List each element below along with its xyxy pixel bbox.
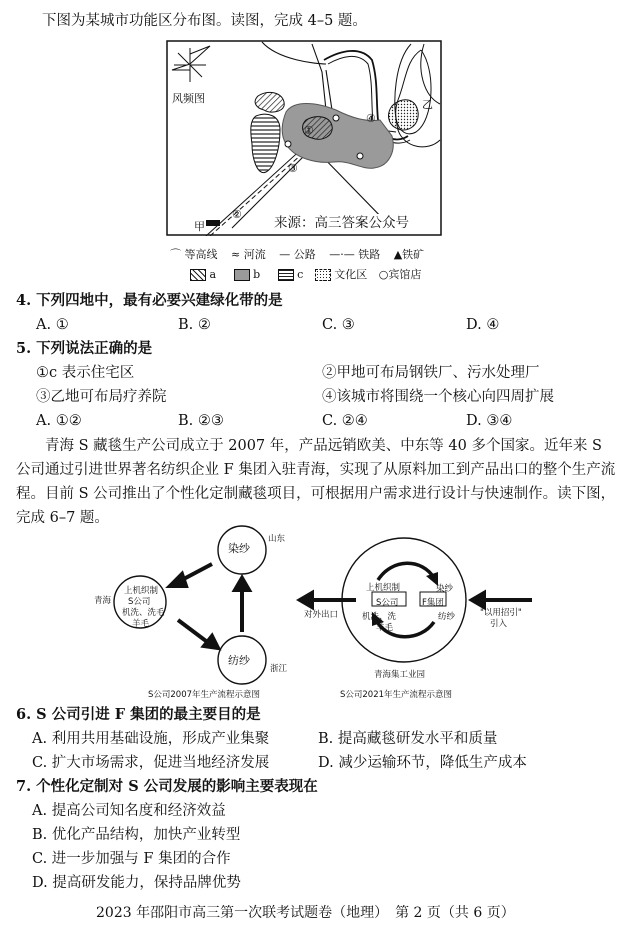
q6-option-d: D. 减少运输环节，降低生产成本 — [318, 755, 527, 771]
rail-legend-icon: —·— — [329, 248, 355, 261]
q5-option-d: D. ③④ — [466, 413, 513, 429]
legend-river: 河流 — [243, 248, 266, 261]
flow2021-export: 对外出口 — [304, 610, 339, 620]
map-label-yi: 乙 — [422, 98, 433, 111]
contour-legend-icon: ⌒ — [170, 248, 181, 261]
flow2007-center-0: 上机织制 — [124, 586, 159, 596]
flow2021-s-company: S公司 — [376, 598, 399, 608]
legend-row-1 — [170, 246, 424, 264]
flow2007-spin: 纺纱 — [228, 654, 250, 667]
map-source: 来源：高三答案公众号 — [274, 215, 409, 231]
q5-statement-1: ①c 表示住宅区 — [36, 365, 135, 381]
wind-label: 风频图 — [172, 92, 205, 105]
legend-c-swatch — [278, 269, 294, 281]
legend-c: c — [297, 268, 304, 281]
q7-option-d: D. 提高研发能力，保持品牌优势 — [32, 875, 241, 891]
flow-2007-diagram — [94, 520, 304, 700]
q7-option-b: B. 优化产品结构，加快产业转型 — [32, 827, 241, 843]
flow2021-f-group: F集团 — [422, 598, 444, 608]
passage-q67: 青海 S 藏毯生产公司成立于 2007 年，产品远销欧美、中东等 40 多个国家。近年来 S 公司通过引进世界著名纺织企业 F 集团入驻青海，实现了从原料加工到产品出口的整个生产流程。目前 S 公司推出了个性化定制藏毯项目，可根据用户需求进行设计与快速制作。读下图，完成 6–7 题。 — [16, 438, 616, 526]
flow2021-park: 青海集工业园 — [374, 670, 426, 680]
map-label-2: ② — [232, 208, 242, 221]
legend-b: b — [253, 268, 261, 281]
q4-stem: 4. 下列四地中，最有必要兴建绿化带的是 — [16, 292, 283, 309]
flow2021-weave: 上机织制 — [366, 583, 401, 593]
q5-option-c: C. ②④ — [322, 413, 368, 429]
river-legend-icon: ≈ — [231, 248, 241, 261]
city-function-map — [166, 40, 442, 236]
flow2007-center-3: 羊毛 — [132, 619, 150, 629]
road-legend-icon: — — [279, 248, 291, 261]
flow2007-qinghai: 青海 — [94, 596, 112, 606]
q4-option-d: D. ④ — [466, 317, 500, 333]
legend-rail: 铁路 — [358, 248, 381, 261]
q5-option-b: B. ②③ — [178, 413, 224, 429]
q6-stem: 6. S 公司引进 F 集团的最主要目的是 — [16, 706, 261, 723]
q4-option-a: A. ① — [36, 317, 69, 333]
flow2007-dye: 染纱 — [228, 542, 250, 555]
q6-option-b: B. 提高藏毯研发水平和质量 — [318, 731, 498, 747]
flow-2021-diagram — [296, 522, 536, 700]
flow2021-demand-2: 引入 — [490, 619, 508, 629]
q6-option-c: C. 扩大市场需求，促进当地经济发展 — [32, 755, 270, 771]
legend-row-2 — [190, 266, 421, 284]
intro-q45: 下图为某城市功能区分布图。读图，完成 4–5 题。 — [42, 13, 367, 29]
q5-statement-3: ③乙地可布局疗养院 — [36, 389, 167, 405]
legend-a: a — [209, 268, 217, 281]
map-label-3: ③ — [288, 162, 298, 175]
flow2007-zhejiang: 浙江 — [270, 664, 288, 674]
flow2021-demand-1: "以用招引" — [480, 608, 522, 618]
map-label-1: ① — [304, 124, 314, 137]
flow2007-center-1: S公司 — [128, 597, 151, 607]
legend-contour: 等高线 — [184, 248, 218, 261]
legend-b-swatch — [234, 269, 250, 281]
legend-a-swatch — [190, 269, 206, 281]
page-footer: 2023 年邵阳市高三第一次联考试题卷（地理） 第 2 页（共 6 页） — [96, 905, 515, 921]
q5-stem: 5. 下列说法正确的是 — [16, 340, 153, 357]
q5-statement-2: ②甲地可布局钢铁厂、污水处理厂 — [322, 365, 540, 381]
q4-option-b: B. ② — [178, 317, 211, 333]
q4-option-c: C. ③ — [322, 317, 355, 333]
flow2007-caption: S公司2007年生产流程示意图 — [148, 690, 261, 700]
flow2021-spin: 纺纱 — [438, 612, 456, 622]
flow2007-center-2: 机洗、洗毛 — [122, 608, 165, 618]
flow2021-caption: S公司2021年生产流程示意图 — [340, 690, 453, 700]
legend-hotel: ○宾馆店 — [378, 268, 422, 281]
legend-road: 公路 — [293, 248, 316, 261]
q7-stem: 7. 个性化定制对 S 公司发展的影响主要表现在 — [16, 778, 318, 795]
flow2021-dye: 染纱 — [436, 584, 454, 594]
q6-option-a: A. 利用共用基础设施，形成产业集聚 — [32, 731, 270, 747]
q7-option-c: C. 进一步加强与 F 集团的合作 — [32, 851, 231, 867]
legend-mine: ▲铁矿 — [393, 248, 425, 261]
factory-mark — [206, 220, 220, 226]
q5-option-a: A. ①② — [36, 413, 82, 429]
flow2021-wool: 羊毛 — [376, 623, 394, 633]
q7-option-a: A. 提高公司知名度和经济效益 — [32, 803, 226, 819]
legend-culture: 文化区 — [334, 268, 368, 281]
flow2007-shandong: 山东 — [268, 534, 286, 544]
flow2021-wash: 机洗、洗 — [362, 612, 397, 622]
legend-culture-swatch — [315, 269, 331, 281]
map-label-4: ④ — [366, 112, 376, 125]
q5-statement-4: ④该城市将围绕一个核心向四周扩展 — [322, 389, 554, 405]
map-label-jia: 甲 — [194, 220, 205, 233]
